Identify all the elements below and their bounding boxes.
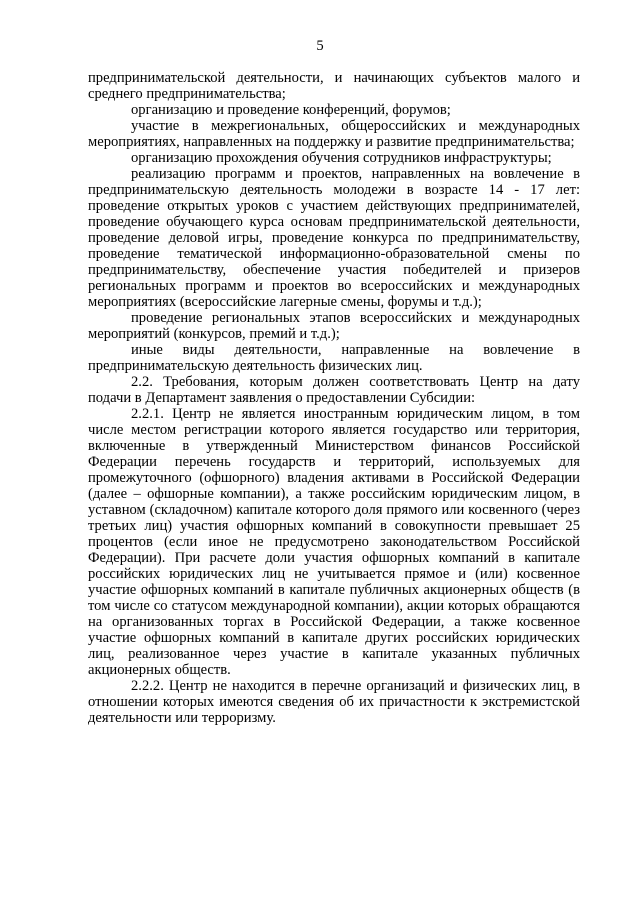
paragraph-events-participation: участие в межрегиональных, общероссийских и международных мероприятиях, направленных на поддержку и развитие предпринимательства; [88,118,580,150]
page-number: 5 [316,38,324,54]
paragraph-conferences: организацию и проведение конференций, форумов; [131,102,451,118]
paragraph-continuation: предпринимательской деятельности, и начинающих субъектов малого и среднего предпринимательства; [88,70,580,102]
paragraph-other-activities: иные виды деятельности, направленные на вовлечение в предпринимательскую деятельность физических лиц. [88,342,580,374]
document-body [88,70,580,726]
paragraph-requirement-2-2-2: 2.2.2. Центр не находится в перечне организаций и физических лиц, в отношении которых имеются сведения об их причастности к экстремистской деятельности или терроризму. [88,678,580,726]
paragraph-regional-stages: проведение региональных этапов всероссийских и международных мероприятий (конкурсов, премий и т.д.); [88,310,580,342]
paragraph-requirements-2-2: 2.2. Требования, которым должен соответствовать Центр на дату подачи в Департамент заявления о предоставлении Субсидии: [88,374,580,406]
paragraph-staff-training: организацию прохождения обучения сотрудников инфраструктуры; [131,150,552,166]
paragraph-requirement-2-2-1: 2.2.1. Центр не является иностранным юридическим лицом, в том числе местом регистрации которого является государство или территория, включенные в утвержденный Министерством финансов Российской Федерации перечень государств и территорий, используемых для промежуточного (офшорного) владения активами в Российской Федерации (далее – офшорные компании), а также российским юридическим лицом, в уставном (складочном) капитале которого доля прямого или косвенного (через третьих лиц) участия офшорных компаний в совокупности превышает 25 процентов (если иное не предусмотрено законодательством Российской Федерации). При расчете доли участия офшорных компаний в капитале российских юридических лиц не учитывается прямое и (или) косвенное участие офшорных компаний в капитале публичных акционерных обществ (в том числе со статусом международной компании), акции которых обращаются на организованных торгах в Российской Федерации, а также косвенное участие офшорных компаний в капитале других российских юридических лиц, реализованное через участие в капитале указанных публичных акционерных обществ. [88,406,580,678]
paragraph-youth-programs: реализацию программ и проектов, направленных на вовлечение в предпринимательскую деятельность молодежи в возрасте 14 - 17 лет: проведение открытых уроков с участием действующих предпринимателей, проведение обучающего курса основам предпринимательской деятельности, проведение деловой игры, проведение конкурса по предпринимательству, проведение тематической информационно-образовательной смены по предпринимательству, обеспечение участия победителей и призеров региональных программ и проектов во всероссийских и международных мероприятиях (всероссийские лагерные смены, форумы и т.д.); [88,166,580,310]
